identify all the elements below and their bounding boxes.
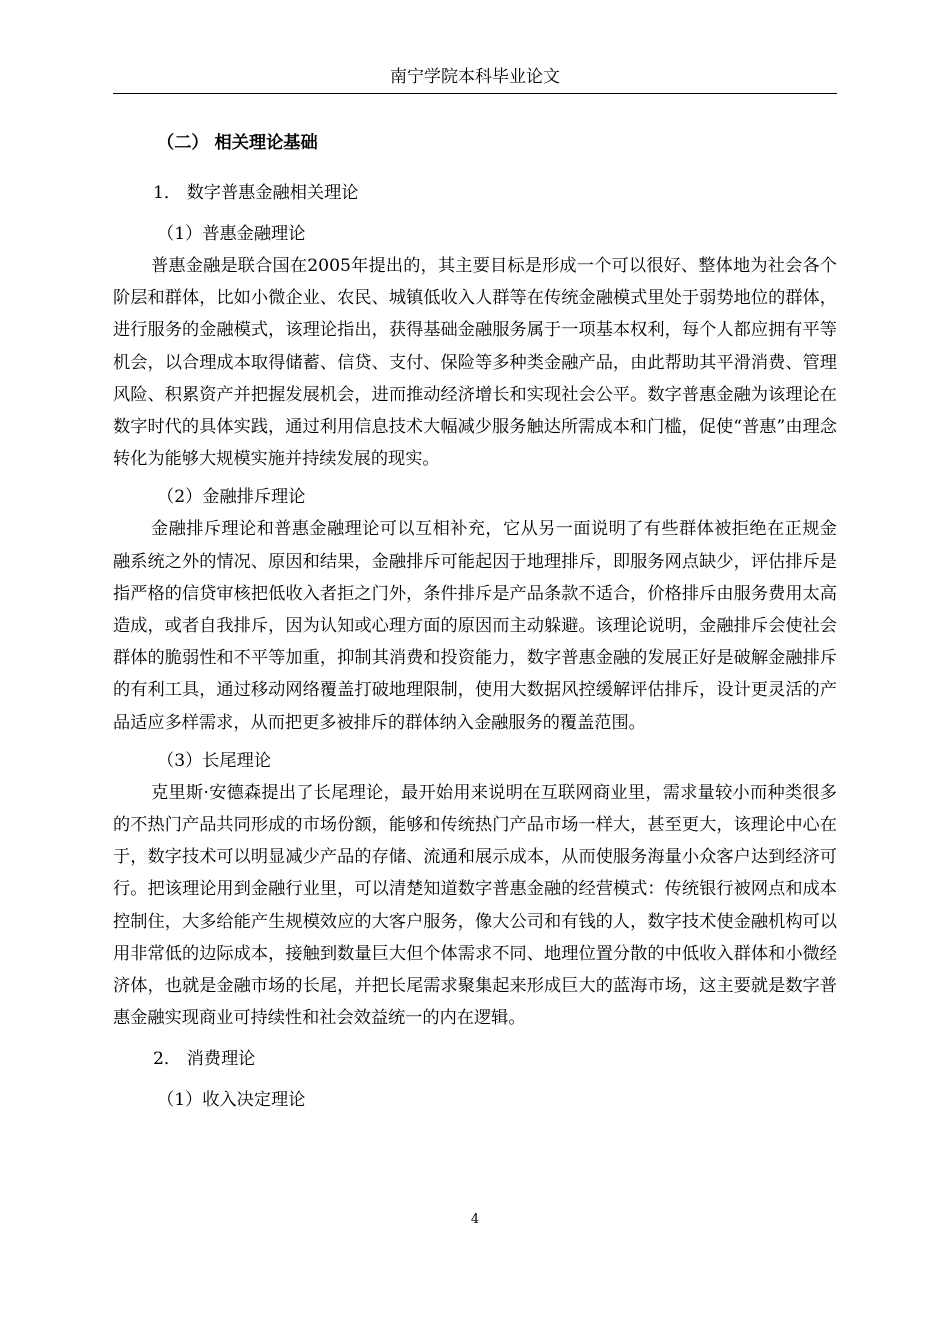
header-rule bbox=[113, 93, 837, 94]
paragraph-inclusive-finance: 普惠金融是联合国在2005年提出的，其主要目标是形成一个可以很好、整体地为社会各个阶层和群体，比如小微企业、农民、城镇低收入人群等在传统金融模式里处于弱势地位的群体，进行服务的金融模式，该理论指出，获得基础金融服务属于一项基本权利，每个人都应拥有平等机会，以合理成本取得储蓄、信贷、支付、保险等多种类金融产品，由此帮助其平滑消费、管理风险、积累资产并把握发展机会，进而推动经济增长和实现社会公平。数字普惠金融为该理论在数字时代的具体实践，通过利用信息技术大幅减少服务触达所需成本和门槛，促使“普惠”由理念转化为能够大规模实施并持续发展的现实。 bbox=[113, 256, 837, 470]
theory-heading-income-determination: （1）收入决定理论 bbox=[157, 1090, 306, 1111]
theory-heading-financial-exclusion: （2）金融排斥理论 bbox=[157, 487, 306, 508]
theory-heading-long-tail: （3）长尾理论 bbox=[157, 750, 272, 771]
paragraph-financial-exclusion: 金融排斥理论和普惠金融理论可以互相补充，它从另一面说明了有些群体被拒绝在正规金融系统之外的情况、原因和结果，金融排斥可能起因于地理排斥，即服务网点缺少，评估排斥是指严格的信贷审核把低收入者拒之门外，条件排斥是产品条款不适合，价格排斥由服务费用太高造成，或者自我排斥，因为认知或心理方面的原因而主动躲避。该理论说明，金融排斥会使社会群体的脆弱性和不平等加重，抑制其消费和投资能力，数字普惠金融的发展正好是破解金融排斥的有利工具，通过移动网络覆盖打破地理限制，使用大数据风控缓解评估排斥，设计更灵活的产品适应多样需求，从而把更多被排斥的群体纳入金融服务的覆盖范围。 bbox=[113, 519, 837, 733]
paragraph-long-tail: 克里斯·安德森提出了长尾理论，最开始用来说明在互联网商业里，需求量较小而种类很多的不热门产品共同形成的市场份额，能够和传统热门产品市场一样大，甚至更大，该理论中心在于，数字技术可以明显减少产品的存储、流通和展示成本，从而使服务海量小众客户达到经济可行。把该理论用到金融行业里，可以清楚知道数字普惠金融的经营模式：传统银行被网点和成本控制住，大多给能产生规模效应的大客户服务，像大公司和有钱的人，数字技术使金融机构可以用非常低的边际成本，接触到数量巨大但个体需求不同、地理位置分散的中低收入群体和小微经济体，也就是金融市场的长尾，并把长尾需求聚集起来形成巨大的蓝海市场，这主要就是数字普惠金融实现商业可持续性和社会效益统一的内在逻辑。 bbox=[113, 782, 837, 1029]
section-heading: （二） 相关理论基础 bbox=[157, 133, 318, 153]
page-number: 4 bbox=[470, 1212, 480, 1227]
subsection-heading-digital-inclusive-finance: 1． 数字普惠金融相关理论 bbox=[153, 183, 359, 203]
running-header: 南宁学院本科毕业论文 bbox=[390, 67, 560, 87]
page-body bbox=[113, 124, 837, 1116]
theory-heading-inclusive-finance: （1）普惠金融理论 bbox=[157, 224, 306, 244]
subsection-heading-consumption-theory: 2． 消费理论 bbox=[153, 1049, 256, 1070]
